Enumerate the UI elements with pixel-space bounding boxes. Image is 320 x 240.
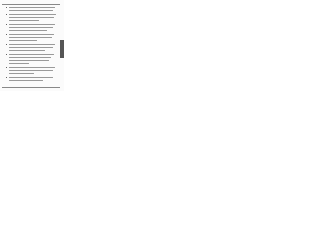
text-line (9, 20, 39, 21)
text-line (9, 24, 55, 25)
list-bullet (6, 34, 7, 35)
text-line (9, 47, 53, 48)
text-line (9, 27, 53, 28)
text-line (9, 63, 29, 64)
list-bullet (6, 77, 7, 78)
text-line (9, 7, 55, 8)
text-line (9, 67, 55, 68)
list-bullet (6, 54, 7, 55)
list-bullet (6, 67, 7, 68)
text-line (9, 73, 34, 74)
text-line (9, 14, 56, 15)
list-bullet (6, 7, 7, 8)
text-line (9, 10, 53, 11)
text-line (9, 57, 51, 58)
text-line (9, 40, 37, 41)
text-line (9, 17, 54, 18)
text-line (9, 30, 47, 31)
section-side-tab (60, 40, 64, 58)
text-line (9, 34, 54, 35)
list-bullet (6, 44, 7, 45)
list-bullet (6, 14, 7, 15)
text-line (9, 37, 52, 38)
list-bullet (6, 24, 7, 25)
text-line (9, 54, 54, 55)
body-text-block (0, 0, 64, 91)
side-tab-label (60, 40, 64, 58)
text-line (9, 70, 53, 71)
text-line (9, 77, 53, 78)
text-line (9, 80, 43, 81)
text-line (9, 44, 55, 45)
text-line (9, 50, 45, 51)
document-page (0, 0, 64, 91)
text-line (9, 60, 49, 61)
